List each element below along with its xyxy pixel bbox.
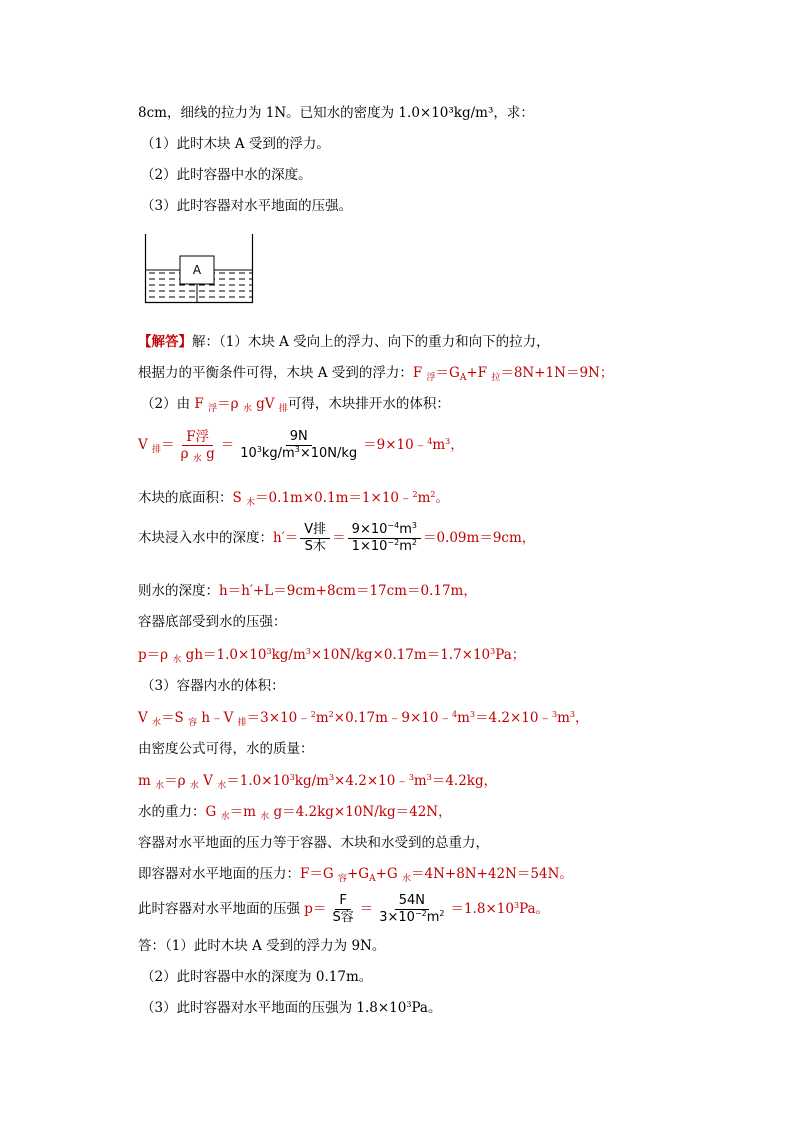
solution-line-15: 容器对水平地面的压力等于容器、木块和水受到的总重力， xyxy=(138,835,489,851)
container-figure xyxy=(138,228,258,312)
question-2: （2）此时容器中水的深度。 xyxy=(141,167,312,183)
fraction-v-over-s: $\frac{\text{V排}}{\text{S木}}$ xyxy=(300,522,330,555)
volume-formula: V $_排$＝ $\frac{\text{F浮}}{\rho _水 g}$ ＝ $\frac{9N}{10^3kg/m^3\times 10N/kg}$ $=9\times 10﹣^4m^3$， xyxy=(138,429,464,464)
fraction-volume-area: $\frac{9\times 10^{-4}m^3}{1\times 10^{-2}m^2}$ xyxy=(348,522,421,555)
intro-line: 8cm，细线的拉力为 1N。已知水的密度为 1.0×10³kg/m³，求： xyxy=(138,105,534,121)
question-1: （1）此时木块 A 受到的浮力。 xyxy=(141,136,330,152)
fraction-f-over-rho-g: $\frac{\text{F浮}}{\rho _水 g}$ xyxy=(180,429,215,464)
question-3: （3）此时容器对水平地面的压强。 xyxy=(141,198,353,214)
fraction-force-area: $\frac{54N}{3\times 10^{-2}m^2}$ xyxy=(379,893,445,925)
answer-3: （3）此时容器对水平地面的压强为 $1.8\times 10^3Pa$。 xyxy=(141,1000,442,1016)
buoyancy-expr: F $_浮=G_A+F$ $_拉$＝8N+1N＝9N； xyxy=(412,365,614,383)
solution-line-3: （2）由 F $_浮$＝ρ $_水$ gV $_排$可得，木块排开水的体积： xyxy=(141,396,450,414)
fraction-9n: $\frac{9N}{10^3kg/m^3\times 10N/kg}$ xyxy=(240,429,358,461)
depth-formula: 木块浸入水中的深度：h′＝ $\frac{\text{V排}}{\text{S木}}$ ＝ $\frac{9\times 10^{-4}m^3}{1\times 10^{-2}m^2}$ ＝0.09m＝9cm， xyxy=(138,521,536,554)
solution-line-8: 容器底部受到水的压强： xyxy=(138,614,287,630)
solution-line-12: 由密度公式可得，水的质量： xyxy=(138,741,314,757)
solution-line-2: 根据力的平衡条件可得，木块 A 受到的浮力：F $_浮=G_A+F$ $_拉$＝8N+1N＝9N； xyxy=(138,365,614,383)
container-diagram xyxy=(138,228,258,308)
solution-line-16: 即容器对水平地面的压力：F＝G $_容+G_A+G$ $_水$＝4N+8N+42N＝54N。 xyxy=(138,866,573,884)
fraction-f-over-s: $\frac{F}{\text{S容}}$ xyxy=(332,893,354,925)
pressure-expr: p＝ρ $_水$ $gh=1.0\times 10^3kg/m^3\times 10N/kg\times 0.17m=1.7\times 10^3Pa$； xyxy=(138,647,526,665)
final-pressure-formula: 此时容器对水平地面的压强 p＝ $\frac{F}{\text{S容}}$ ＝ $\frac{54N}{3\times 10^{-2}m^2}$ $=1.8\times 10^3Pa$。 xyxy=(138,893,550,925)
solution-line-1: 【解答】解：（1）木块 A 受向上的浮力、向下的重力和向下的拉力， xyxy=(138,334,550,350)
solution-label: 【解答】 xyxy=(138,334,192,350)
solution-line-7: 则水的深度：h＝h′+L＝9cm+8cm＝17cm＝0.17m， xyxy=(138,583,477,599)
answer-2: （2）此时容器中水的深度为 0.17m。 xyxy=(141,969,373,985)
solution-line-5: 木块的底面积：S $_木=0.1m\times 0.1m=1\times 10﹣^2m^2$。 xyxy=(138,490,449,508)
solution-line-10: （3）容器内水的体积： xyxy=(141,678,285,694)
block-label: A xyxy=(192,263,202,277)
water-mass-expr: m $_水$＝ρ $_水$ V $_水=1.0\times 10^3kg/m^3\times 4.2\times 10﹣^3m^3=4.2kg$， xyxy=(138,773,498,791)
solution-line-14: 水的重力：G $_水$＝m $_水$ g＝4.2kg×10N/kg＝42N， xyxy=(138,804,452,822)
water-volume-expr: V $_水$＝S $_容$ h﹣V $_排=3\times 10﹣^2m^2\times 0.17m﹣9\times 10﹣^4m^3=4.2\times 10﹣^3m^3$， xyxy=(138,710,589,728)
answer-1: 答：（1）此时木块 A 受到的浮力为 9N。 xyxy=(138,938,386,954)
